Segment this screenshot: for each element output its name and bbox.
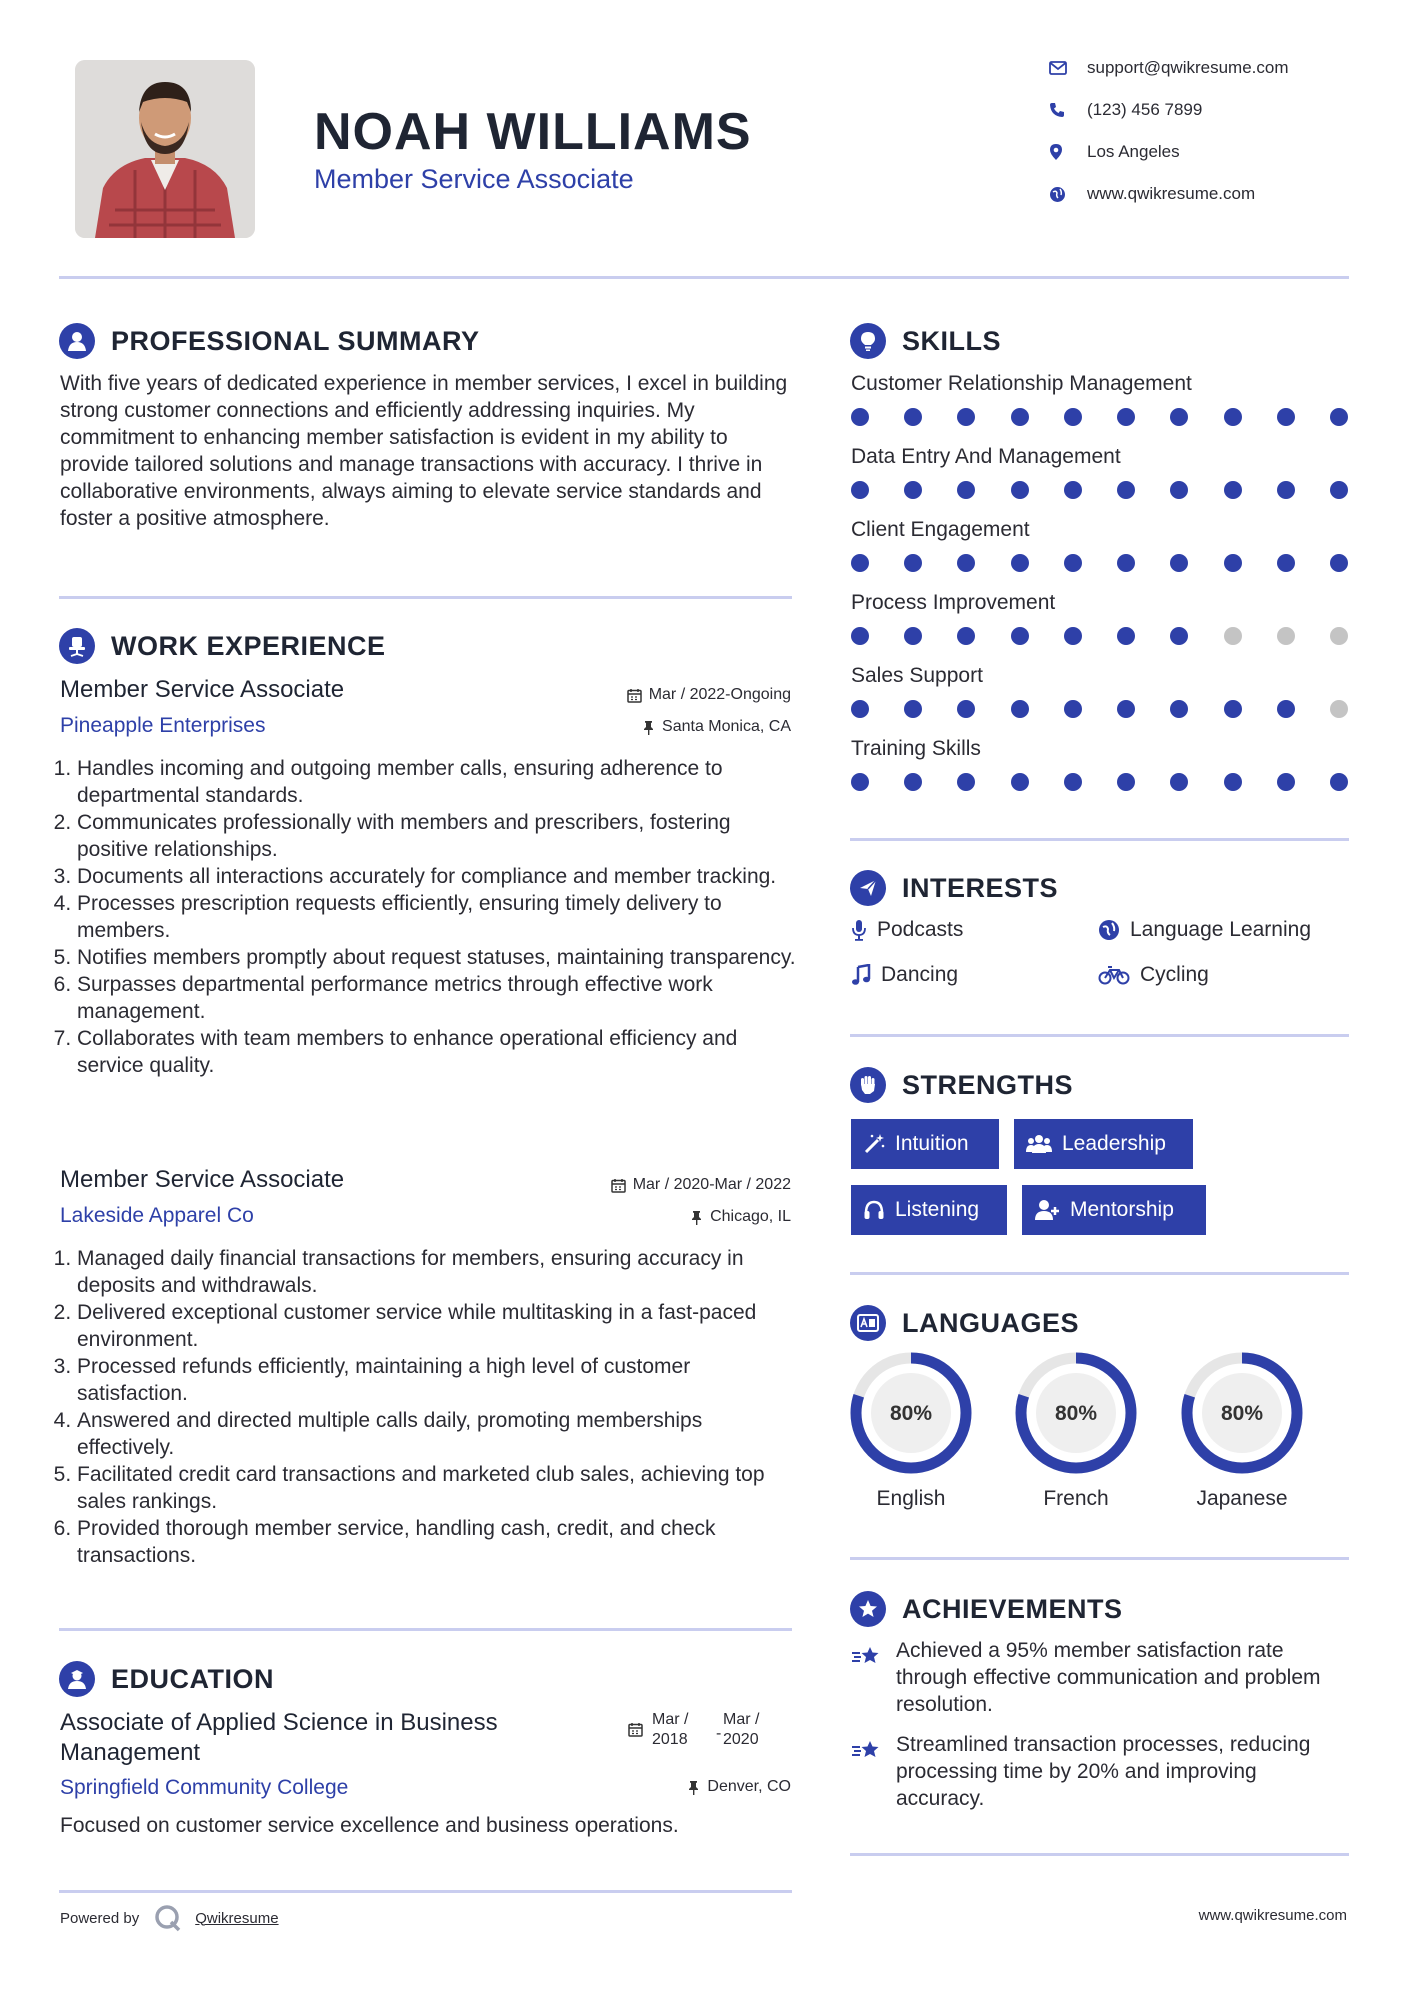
strength-label: Mentorship: [1070, 1198, 1174, 1221]
skill-dot-filled: [904, 627, 922, 645]
achievement-text: Achieved a 95% member satisfaction rate through effective communication and problem resolution.: [896, 1639, 1321, 1716]
skill-dot-filled: [1224, 773, 1242, 791]
job-2-title: Member Service Associate: [60, 1166, 345, 1193]
skill-dot-filled: [957, 408, 975, 426]
skill-rating: [851, 627, 1348, 645]
contact-email-text: support@qwikresume.com: [1087, 58, 1289, 77]
language-percent: 80%: [1220, 1402, 1264, 1425]
list-item: 6. Surpasses departmental performance metrics through effective work management.: [77, 971, 799, 1025]
skill-dot-filled: [1117, 773, 1135, 791]
list-item: 5. Notifies members promptly about request statuses, maintaining transparency.: [77, 944, 799, 971]
skill-name: Process Improvement: [851, 591, 1056, 614]
star-badge-icon: [850, 1591, 886, 1627]
lightbulb-icon: [850, 323, 886, 359]
education-description: Focused on customer service excellence and business operations.: [60, 1814, 679, 1837]
skill-rating: [851, 773, 1348, 791]
job-1-location-text: Santa Monica, CA: [662, 718, 791, 735]
header-divider: [59, 276, 1349, 279]
languages-title: LANGUAGES: [902, 1307, 1080, 1338]
footer-url[interactable]: www.qwikresume.com: [1198, 1907, 1347, 1924]
achievement-item: [851, 1637, 1341, 1718]
education-heading: [59, 1661, 274, 1697]
interest-label: Dancing: [881, 963, 959, 986]
skill-dot-filled: [957, 773, 975, 791]
interest-item: [1098, 963, 1209, 987]
interest-item: [851, 918, 963, 942]
list-item: 3. Processed refunds efficiently, maintaining a high level of customer satisfaction.: [77, 1353, 799, 1407]
skill-dot-filled: [1117, 700, 1135, 718]
interest-item: [1098, 918, 1311, 942]
skill-dot-filled: [1064, 700, 1082, 718]
language-ring: [850, 1352, 972, 1474]
candidate-role: Member Service Associate: [314, 164, 634, 194]
list-item: 6. Provided thorough member service, handling cash, credit, and check transactions.: [77, 1515, 799, 1569]
profile-photo: [75, 60, 255, 238]
skill-dot-filled: [1064, 554, 1082, 572]
language-percent: 80%: [889, 1402, 933, 1425]
strength-chip: [851, 1119, 999, 1169]
languages-divider: [850, 1557, 1349, 1560]
skill-name: Sales Support: [851, 664, 983, 687]
skill-dot-filled: [1011, 773, 1029, 791]
strength-chip: [851, 1185, 1007, 1235]
skill-dot-filled: [904, 554, 922, 572]
skill-dot-filled: [1117, 627, 1135, 645]
strength-label: Intuition: [895, 1132, 969, 1155]
language-percent: 80%: [1054, 1402, 1098, 1425]
education-date-separator: -: [716, 1725, 722, 1742]
job-2-duties: [59, 1245, 799, 1569]
achievements-heading: [850, 1591, 1123, 1627]
qwikresume-logo-icon: [153, 1904, 183, 1932]
skill-dot-filled: [904, 481, 922, 499]
skill-dot-filled: [1064, 408, 1082, 426]
footer-powered-by: [60, 1904, 279, 1932]
microphone-icon: [851, 919, 867, 941]
skill-dot-filled: [1170, 408, 1188, 426]
skill-dot-filled: [1277, 554, 1295, 572]
education-date-start: Mar / 2018: [652, 1711, 689, 1748]
achievement-text: Streamlined transaction processes, reducing processing time by 20% and improving accuracy.: [896, 1733, 1311, 1810]
summary-title: PROFESSIONAL SUMMARY: [111, 325, 480, 356]
skill-dot-empty: [1330, 700, 1348, 718]
summary-divider: [59, 596, 792, 599]
achievement-item: [851, 1731, 1341, 1812]
contact-website-text: www.qwikresume.com: [1087, 184, 1256, 203]
skill-dot-filled: [1330, 481, 1348, 499]
job-1-company: Pineapple Enterprises: [60, 714, 266, 737]
footer-divider-left: [59, 1890, 792, 1893]
shooting-star-icon: [851, 1643, 883, 1669]
contact-location: [1050, 142, 1180, 162]
skill-dot-filled: [1170, 773, 1188, 791]
job-1-date-text: Mar / 2022-Ongoing: [648, 686, 791, 703]
pushpin-icon: [687, 1780, 700, 1795]
skill-dot-filled: [1064, 773, 1082, 791]
skill-dot-filled: [957, 627, 975, 645]
interests-heading: [850, 870, 1058, 906]
job-2-location-text: Chicago, IL: [710, 1208, 791, 1225]
language-ring: [1181, 1352, 1303, 1474]
skill-dot-filled: [1011, 408, 1029, 426]
job-2-date: [611, 1176, 791, 1194]
experience-divider: [59, 1628, 792, 1631]
skill-dot-filled: [851, 554, 869, 572]
list-item: 2. Delivered exceptional customer service while multitasking in a fast-paced environment.: [77, 1299, 799, 1353]
users-icon: [1026, 1133, 1052, 1155]
strength-chip: [1022, 1185, 1206, 1235]
skill-rating: [851, 554, 1348, 572]
list-item: 5. Facilitated credit card transactions and marketed club sales, achieving top sales rankings.: [77, 1461, 799, 1515]
job-1-duties: [59, 755, 799, 1079]
summary-text: With five years of dedicated experience in member services, I excel in building strong customer connections and efficiently addressing inquiries. My commitment to enhancing member satisfaction is evident in my ability to provide tailored solutions and manage transactions with accuracy. I thrive in collaborative environments, always aiming to elevate service standards and foster a positive atmosphere.: [60, 372, 788, 530]
job-1-date: [627, 686, 791, 704]
experience-heading: [59, 628, 386, 664]
skill-dot-filled: [851, 700, 869, 718]
skill-dot-filled: [1170, 627, 1188, 645]
skill-dot-empty: [1224, 627, 1242, 645]
skill-dot-filled: [1224, 481, 1242, 499]
skill-dot-filled: [1170, 700, 1188, 718]
shooting-star-icon: [851, 1737, 883, 1763]
strength-label: Listening: [895, 1198, 980, 1221]
skill-dot-filled: [1117, 554, 1135, 572]
job-2-company: Lakeside Apparel Co: [60, 1204, 254, 1227]
skill-dot-filled: [1170, 554, 1188, 572]
contact-phone[interactable]: [1050, 100, 1202, 120]
strengths-heading: [850, 1067, 1073, 1103]
skills-heading: [850, 323, 1001, 359]
education-title: EDUCATION: [111, 1663, 274, 1694]
skill-dot-filled: [1064, 627, 1082, 645]
skill-dot-filled: [1011, 627, 1029, 645]
skill-dot-filled: [957, 554, 975, 572]
pushpin-icon: [690, 1210, 703, 1225]
language-ring: [1015, 1352, 1137, 1474]
skill-name: Data Entry And Management: [851, 445, 1121, 468]
strength-label: Leadership: [1062, 1132, 1166, 1155]
skill-rating: [851, 481, 1348, 499]
skill-dot-filled: [851, 627, 869, 645]
list-item: 1. Handles incoming and outgoing member calls, ensuring adherence to departmental standards.: [77, 755, 799, 809]
list-item: 4. Answered and directed multiple calls daily, promoting memberships effectively.: [77, 1407, 799, 1461]
contact-website[interactable]: [1050, 184, 1255, 204]
skills-divider: [850, 838, 1349, 841]
skill-dot-filled: [1224, 700, 1242, 718]
language-name: French: [1043, 1487, 1109, 1510]
pushpin-icon: [642, 720, 655, 735]
education-school: Springfield Community College: [60, 1776, 349, 1799]
phone-icon: [1049, 102, 1065, 118]
user-circle-icon: [59, 323, 95, 359]
skill-dot-filled: [1117, 408, 1135, 426]
skill-rating: [851, 408, 1348, 426]
skill-name: Customer Relationship Management: [851, 372, 1192, 395]
education-location: [687, 1778, 791, 1796]
skill-dot-filled: [1330, 408, 1348, 426]
skill-name: Client Engagement: [851, 518, 1030, 541]
user-plus-icon: [1034, 1199, 1060, 1221]
skills-title: SKILLS: [902, 325, 1002, 356]
job-1-title: Member Service Associate: [60, 676, 345, 703]
paper-plane-icon: [850, 870, 886, 906]
skill-dot-filled: [1330, 773, 1348, 791]
graduate-icon: [59, 1661, 95, 1697]
candidate-name: NOAH WILLIAMS: [314, 103, 752, 161]
calendar-icon: [611, 1178, 626, 1193]
strength-chip: [1014, 1119, 1193, 1169]
skill-dot-filled: [1224, 408, 1242, 426]
magic-wand-icon: [863, 1133, 885, 1155]
skill-dot-filled: [1277, 408, 1295, 426]
skill-dot-filled: [957, 481, 975, 499]
powered-by-text: Powered by: [60, 1909, 140, 1927]
experience-title: WORK EXPERIENCE: [111, 630, 386, 661]
language-name: Japanese: [1196, 1487, 1288, 1510]
list-item: 1. Managed daily financial transactions for members, ensuring accuracy in deposits and withdrawals.: [77, 1245, 799, 1299]
skill-dot-filled: [1170, 481, 1188, 499]
skill-dot-filled: [851, 773, 869, 791]
skill-dot-empty: [1277, 627, 1295, 645]
calendar-icon: [627, 688, 642, 703]
strengths-title: STRENGTHS: [902, 1069, 1074, 1100]
skill-rating: [851, 700, 1348, 718]
job-1-location: [642, 718, 791, 736]
education-date-end: Mar / 2020: [723, 1711, 760, 1748]
raised-fist-icon: [850, 1067, 886, 1103]
contact-phone-text: (123) 456 7899: [1087, 100, 1203, 119]
bicycle-icon: [1098, 964, 1130, 986]
job-2-location: [690, 1208, 791, 1226]
skill-dot-filled: [957, 700, 975, 718]
list-item: 4. Processes prescription requests efficiently, ensuring timely delivery to members.: [77, 890, 799, 944]
education-degree: Associate of Applied Science in Business Management: [60, 1709, 498, 1766]
skill-dot-filled: [904, 773, 922, 791]
interest-label: Podcasts: [877, 918, 964, 941]
office-chair-icon: [59, 628, 95, 664]
skill-dot-filled: [1011, 554, 1029, 572]
interest-label: Language Learning: [1130, 918, 1312, 941]
achievements-divider: [850, 1853, 1349, 1856]
skill-dot-filled: [1277, 700, 1295, 718]
skill-dot-filled: [1011, 700, 1029, 718]
interest-item: [851, 963, 958, 987]
job-2-date-text: Mar / 2020-Mar / 2022: [632, 1176, 791, 1193]
calendar-icon: [628, 1722, 643, 1737]
music-note-icon: [851, 964, 871, 986]
list-item: 2. Communicates professionally with members and prescribers, fostering positive relationships.: [77, 809, 799, 863]
skill-dot-filled: [851, 408, 869, 426]
skill-dot-filled: [1277, 481, 1295, 499]
skill-dot-empty: [1330, 627, 1348, 645]
interest-label: Cycling: [1140, 963, 1209, 986]
skill-dot-filled: [904, 700, 922, 718]
education-location-text: Denver, CO: [707, 1778, 791, 1795]
skill-dot-filled: [1011, 481, 1029, 499]
skill-dot-filled: [1224, 554, 1242, 572]
summary-heading: [59, 323, 480, 359]
list-item: 7. Collaborates with team members to enhance operational efficiency and service quality.: [77, 1025, 799, 1079]
person-portrait-icon: [75, 60, 255, 238]
skill-dot-filled: [1330, 554, 1348, 572]
skill-name: Training Skills: [851, 737, 981, 760]
achievements-title: ACHIEVEMENTS: [902, 1593, 1123, 1624]
strengths-divider: [850, 1272, 1349, 1275]
list-item: 3. Documents all interactions accurately for compliance and member tracking.: [77, 863, 799, 890]
globe-icon: [1098, 919, 1120, 941]
contact-email[interactable]: [1050, 58, 1289, 78]
skill-dot-filled: [904, 408, 922, 426]
globe-icon: [1049, 186, 1066, 203]
skill-dot-filled: [851, 481, 869, 499]
language-card-icon: [850, 1305, 886, 1341]
language-name: English: [876, 1487, 946, 1510]
languages-heading: [850, 1305, 1079, 1341]
interests-divider: [850, 1034, 1349, 1037]
contact-location-text: Los Angeles: [1087, 142, 1180, 161]
map-pin-icon: [1049, 143, 1063, 161]
headphones-icon: [863, 1199, 885, 1221]
interests-title: INTERESTS: [902, 872, 1059, 903]
skill-dot-filled: [1117, 481, 1135, 499]
skill-dot-filled: [1277, 773, 1295, 791]
envelope-icon: [1049, 61, 1067, 75]
skill-dot-filled: [1064, 481, 1082, 499]
qwikresume-link[interactable]: Qwikresume: [195, 1909, 279, 1927]
